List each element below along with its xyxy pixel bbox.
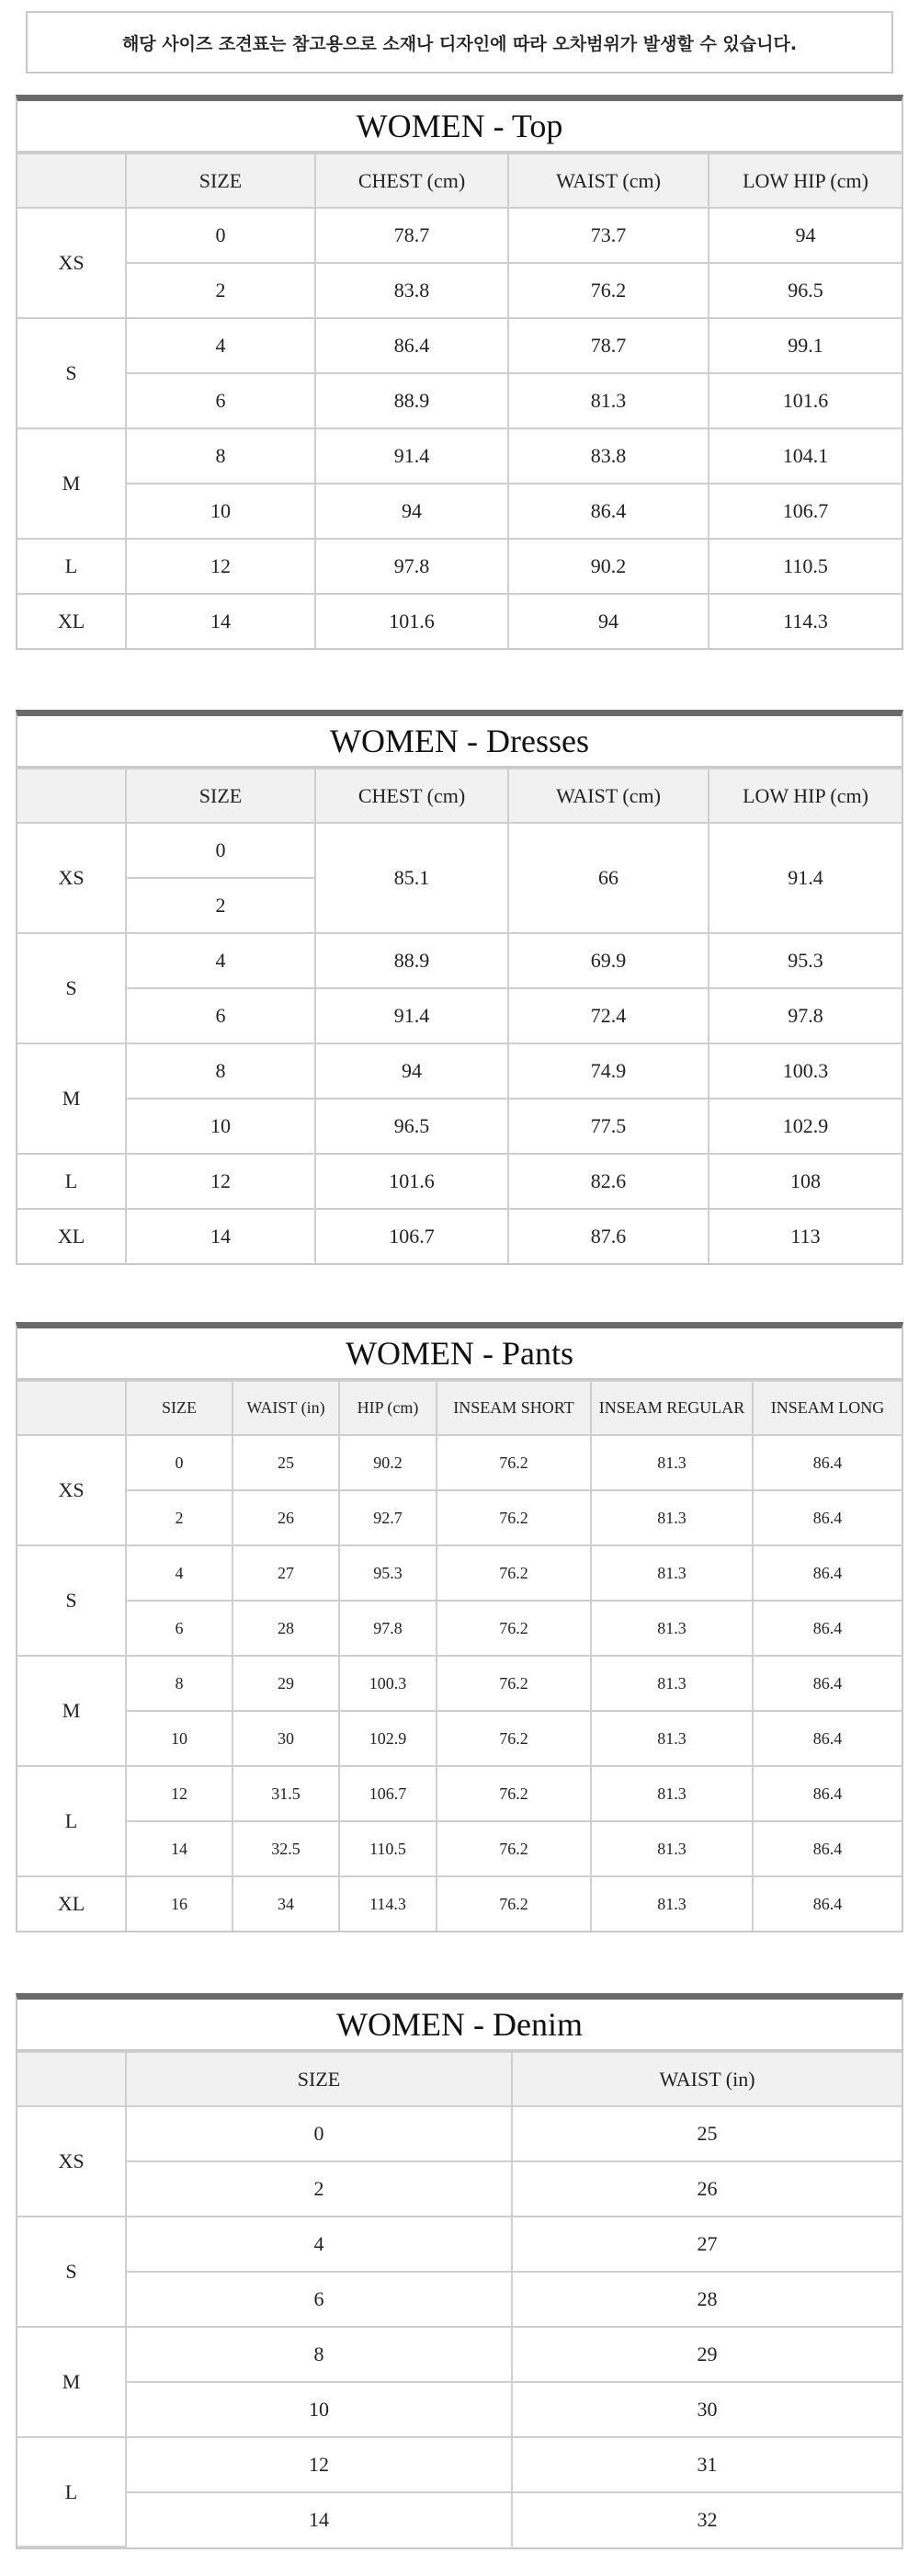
table-cell: 16	[126, 1876, 233, 1931]
table-cell: 76.2	[437, 1656, 591, 1711]
table-cell: 8	[126, 1043, 315, 1099]
table-cell: 102.9	[709, 1099, 902, 1154]
table-row	[17, 1656, 902, 1711]
table-row	[17, 2217, 902, 2272]
table-cell: 81.3	[591, 1601, 753, 1656]
table-row	[17, 1601, 902, 1656]
table-cell: 10	[126, 1711, 233, 1766]
table-cell: 106.7	[339, 1766, 437, 1821]
table-cell: 106.7	[709, 484, 902, 539]
header-cell: INSEAM REGULAR	[591, 1381, 753, 1435]
table-cell: 114.3	[709, 594, 902, 648]
table-cell: 6	[126, 373, 315, 428]
table-cell: 94	[709, 208, 902, 263]
table-cell: 86.4	[753, 1766, 902, 1821]
table-cell: 2	[126, 878, 315, 933]
header-cell: INSEAM SHORT	[437, 1381, 591, 1435]
table-header-row	[17, 769, 902, 823]
table-row	[17, 484, 902, 539]
header-corner-cell	[17, 2052, 126, 2106]
table-cell: 76.2	[437, 1711, 591, 1766]
table-cell: 86.4	[753, 1490, 902, 1545]
table-row	[17, 933, 902, 988]
header-cell: WAIST (cm)	[508, 154, 709, 208]
table-cell: 106.7	[315, 1209, 508, 1263]
table-row	[17, 1876, 902, 1931]
table-cell: 78.7	[508, 318, 709, 373]
table-cell: 76.2	[437, 1821, 591, 1876]
table-cell: 97.8	[709, 988, 902, 1043]
table-row	[17, 1711, 902, 1766]
table-header-row	[17, 1381, 902, 1435]
table-cell: 110.5	[339, 1821, 437, 1876]
table-row	[17, 2161, 902, 2217]
table-cell: 86.4	[753, 1545, 902, 1601]
table-cell: 0	[126, 2106, 512, 2161]
header-cell: SIZE	[126, 769, 315, 823]
pants-size-title: WOMEN - Pants	[17, 1328, 902, 1380]
table-cell: 77.5	[508, 1099, 709, 1154]
table-cell: 25	[233, 1435, 339, 1490]
denim-size-title: WOMEN - Denim	[17, 2000, 902, 2051]
table-row	[17, 2382, 902, 2437]
size-label-cell: S	[17, 1545, 126, 1656]
table-row	[17, 1209, 902, 1263]
table-cell: 94	[315, 1043, 508, 1099]
table-cell: 10	[126, 1099, 315, 1154]
table-row	[17, 1766, 902, 1821]
table-cell: 32.5	[233, 1821, 339, 1876]
table-cell: 10	[126, 484, 315, 539]
table-row	[17, 1043, 902, 1099]
table-row	[17, 2272, 902, 2327]
table-cell: 72.4	[508, 988, 709, 1043]
table-cell: 0	[126, 1435, 233, 1490]
table-cell: 86.4	[508, 484, 709, 539]
header-cell: WAIST (in)	[512, 2052, 902, 2106]
dresses-size-section	[16, 710, 903, 1265]
table-cell: 97.8	[339, 1601, 437, 1656]
size-label-cell: XL	[17, 1876, 126, 1931]
table-cell: 14	[126, 2492, 512, 2547]
table-cell: 99.1	[709, 318, 902, 373]
table-cell: 26	[233, 1490, 339, 1545]
table-cell: 4	[126, 1545, 233, 1601]
size-label-cell: L	[17, 539, 126, 594]
table-cell: 76.2	[437, 1490, 591, 1545]
header-corner-cell	[17, 769, 126, 823]
table-row	[17, 208, 902, 263]
header-corner-cell	[17, 1381, 126, 1435]
table-cell: 27	[233, 1545, 339, 1601]
size-label-cell: L	[17, 1766, 126, 1876]
header-cell: SIZE	[126, 2052, 512, 2106]
table-cell: 2	[126, 2161, 512, 2217]
table-cell: 30	[233, 1711, 339, 1766]
table-cell: 82.6	[508, 1154, 709, 1209]
table-cell: 104.1	[709, 428, 902, 484]
table-cell: 86.4	[315, 318, 508, 373]
top-size-table	[17, 153, 902, 648]
table-row	[17, 1490, 902, 1545]
pants-size-table	[17, 1380, 902, 1931]
table-cell: 88.9	[315, 373, 508, 428]
table-row	[17, 2437, 902, 2492]
header-cell: CHEST (cm)	[315, 154, 508, 208]
table-cell: 81.3	[591, 1490, 753, 1545]
table-cell: 25	[512, 2106, 902, 2161]
header-cell: SIZE	[126, 1381, 233, 1435]
table-cell: 73.7	[508, 208, 709, 263]
table-cell: 113	[709, 1209, 902, 1263]
table-cell: 76.2	[508, 263, 709, 318]
table-cell: 31	[512, 2437, 902, 2492]
table-cell: 29	[512, 2327, 902, 2382]
size-label-cell: M	[17, 2327, 126, 2437]
table-cell: 96.5	[315, 1099, 508, 1154]
table-cell: 95.3	[709, 933, 902, 988]
size-chart-notice: 해당 사이즈 조견표는 참고용으로 소재나 디자인에 따라 오차범위가 발생할 수 있습니다.	[26, 11, 893, 74]
table-cell: 78.7	[315, 208, 508, 263]
table-cell: 32	[512, 2492, 902, 2547]
header-cell: LOW HIP (cm)	[709, 769, 902, 823]
table-cell: 76.2	[437, 1766, 591, 1821]
size-label-cell: L	[17, 2437, 126, 2547]
table-cell: 97.8	[315, 539, 508, 594]
header-cell: LOW HIP (cm)	[709, 154, 902, 208]
table-row	[17, 373, 902, 428]
table-cell: 114.3	[339, 1876, 437, 1931]
table-cell: 8	[126, 428, 315, 484]
table-cell: 14	[126, 1209, 315, 1263]
table-cell: 86.4	[753, 1876, 902, 1931]
table-cell: 0	[126, 208, 315, 263]
table-cell: 86.4	[753, 1711, 902, 1766]
table-cell: 86.4	[753, 1656, 902, 1711]
table-cell: 12	[126, 1154, 315, 1209]
table-cell: 81.3	[591, 1876, 753, 1931]
table-cell: 86.4	[753, 1601, 902, 1656]
table-cell: 96.5	[709, 263, 902, 318]
size-label-cell: L	[17, 1154, 126, 1209]
table-cell: 6	[126, 2272, 512, 2327]
top-size-section	[16, 95, 903, 650]
size-label-cell: S	[17, 2217, 126, 2327]
table-cell: 87.6	[508, 1209, 709, 1263]
table-cell: 85.1	[315, 823, 508, 933]
table-row	[17, 263, 902, 318]
table-cell: 81.3	[591, 1545, 753, 1601]
table-cell: 76.2	[437, 1545, 591, 1601]
table-cell: 81.3	[591, 1435, 753, 1490]
table-cell: 30	[512, 2382, 902, 2437]
table-row	[17, 594, 902, 648]
size-label-cell: XS	[17, 2106, 126, 2217]
table-cell: 66	[508, 823, 709, 933]
size-label-cell: S	[17, 318, 126, 428]
table-cell: 76.2	[437, 1435, 591, 1490]
table-cell: 88.9	[315, 933, 508, 988]
header-corner-cell	[17, 154, 126, 208]
table-cell: 91.4	[315, 988, 508, 1043]
table-cell: 110.5	[709, 539, 902, 594]
table-cell: 101.6	[315, 594, 508, 648]
table-cell: 81.3	[591, 1821, 753, 1876]
table-cell: 2	[126, 263, 315, 318]
size-label-cell: XS	[17, 823, 126, 933]
table-cell: 86.4	[753, 1435, 902, 1490]
table-cell: 12	[126, 539, 315, 594]
table-cell: 81.3	[508, 373, 709, 428]
table-cell: 95.3	[339, 1545, 437, 1601]
size-label-cell: M	[17, 1656, 126, 1766]
table-cell: 100.3	[709, 1043, 902, 1099]
table-cell: 101.6	[709, 373, 902, 428]
table-cell: 94	[508, 594, 709, 648]
table-cell: 92.7	[339, 1490, 437, 1545]
table-row	[17, 539, 902, 594]
table-row	[17, 1154, 902, 1209]
table-cell: 81.3	[591, 1656, 753, 1711]
table-cell: 108	[709, 1154, 902, 1209]
table-row	[17, 428, 902, 484]
table-cell: 0	[126, 823, 315, 878]
table-cell: 4	[126, 318, 315, 373]
size-label-cell: XL	[17, 1209, 126, 1263]
dresses-size-table	[17, 768, 902, 1263]
table-header-row	[17, 154, 902, 208]
table-row	[17, 1435, 902, 1490]
size-label-cell: XS	[17, 1435, 126, 1545]
table-row	[17, 2327, 902, 2382]
table-cell: 12	[126, 1766, 233, 1821]
table-cell: 14	[126, 594, 315, 648]
table-header-row	[17, 2052, 902, 2106]
dresses-size-title: WOMEN - Dresses	[17, 716, 902, 768]
table-cell: 101.6	[315, 1154, 508, 1209]
table-cell: 83.8	[315, 263, 508, 318]
table-cell: 4	[126, 2217, 512, 2272]
table-cell: 94	[315, 484, 508, 539]
header-cell: CHEST (cm)	[315, 769, 508, 823]
table-cell: 4	[126, 933, 315, 988]
table-cell: 100.3	[339, 1656, 437, 1711]
header-cell: SIZE	[126, 154, 315, 208]
table-cell: 86.4	[753, 1821, 902, 1876]
table-cell: 2	[126, 1490, 233, 1545]
denim-size-section	[16, 1993, 903, 2549]
table-cell: 69.9	[508, 933, 709, 988]
table-cell: 6	[126, 1601, 233, 1656]
table-row	[17, 823, 902, 878]
top-size-title: WOMEN - Top	[17, 101, 902, 153]
table-cell: 28	[233, 1601, 339, 1656]
table-cell: 8	[126, 1656, 233, 1711]
table-cell: 28	[512, 2272, 902, 2327]
table-cell: 76.2	[437, 1601, 591, 1656]
table-row	[17, 988, 902, 1043]
size-label-cell: M	[17, 428, 126, 539]
header-cell: INSEAM LONG	[753, 1381, 902, 1435]
table-cell: 34	[233, 1876, 339, 1931]
table-cell: 74.9	[508, 1043, 709, 1099]
table-cell: 102.9	[339, 1711, 437, 1766]
table-row	[17, 318, 902, 373]
table-row	[17, 1099, 902, 1154]
table-cell: 90.2	[339, 1435, 437, 1490]
table-cell: 81.3	[591, 1766, 753, 1821]
denim-size-table	[17, 2051, 902, 2548]
table-cell: 90.2	[508, 539, 709, 594]
size-label-cell: XL	[17, 594, 126, 648]
table-cell: 10	[126, 2382, 512, 2437]
table-cell: 27	[512, 2217, 902, 2272]
size-label-cell: XS	[17, 208, 126, 318]
pants-size-section	[16, 1322, 903, 1932]
table-cell: 91.4	[709, 823, 902, 933]
table-cell: 26	[512, 2161, 902, 2217]
table-cell: 12	[126, 2437, 512, 2492]
size-label-cell: M	[17, 1043, 126, 1154]
table-row	[17, 2106, 902, 2161]
table-cell: 91.4	[315, 428, 508, 484]
header-cell: WAIST (cm)	[508, 769, 709, 823]
header-cell: HIP (cm)	[339, 1381, 437, 1435]
table-row	[17, 2492, 902, 2547]
table-row	[17, 1821, 902, 1876]
table-cell: 6	[126, 988, 315, 1043]
table-cell: 76.2	[437, 1876, 591, 1931]
table-cell: 14	[126, 1821, 233, 1876]
table-cell: 29	[233, 1656, 339, 1711]
table-row	[17, 1545, 902, 1601]
table-cell: 8	[126, 2327, 512, 2382]
header-cell: WAIST (in)	[233, 1381, 339, 1435]
size-label-cell: S	[17, 933, 126, 1043]
table-cell: 31.5	[233, 1766, 339, 1821]
table-cell: 83.8	[508, 428, 709, 484]
table-cell: 81.3	[591, 1711, 753, 1766]
